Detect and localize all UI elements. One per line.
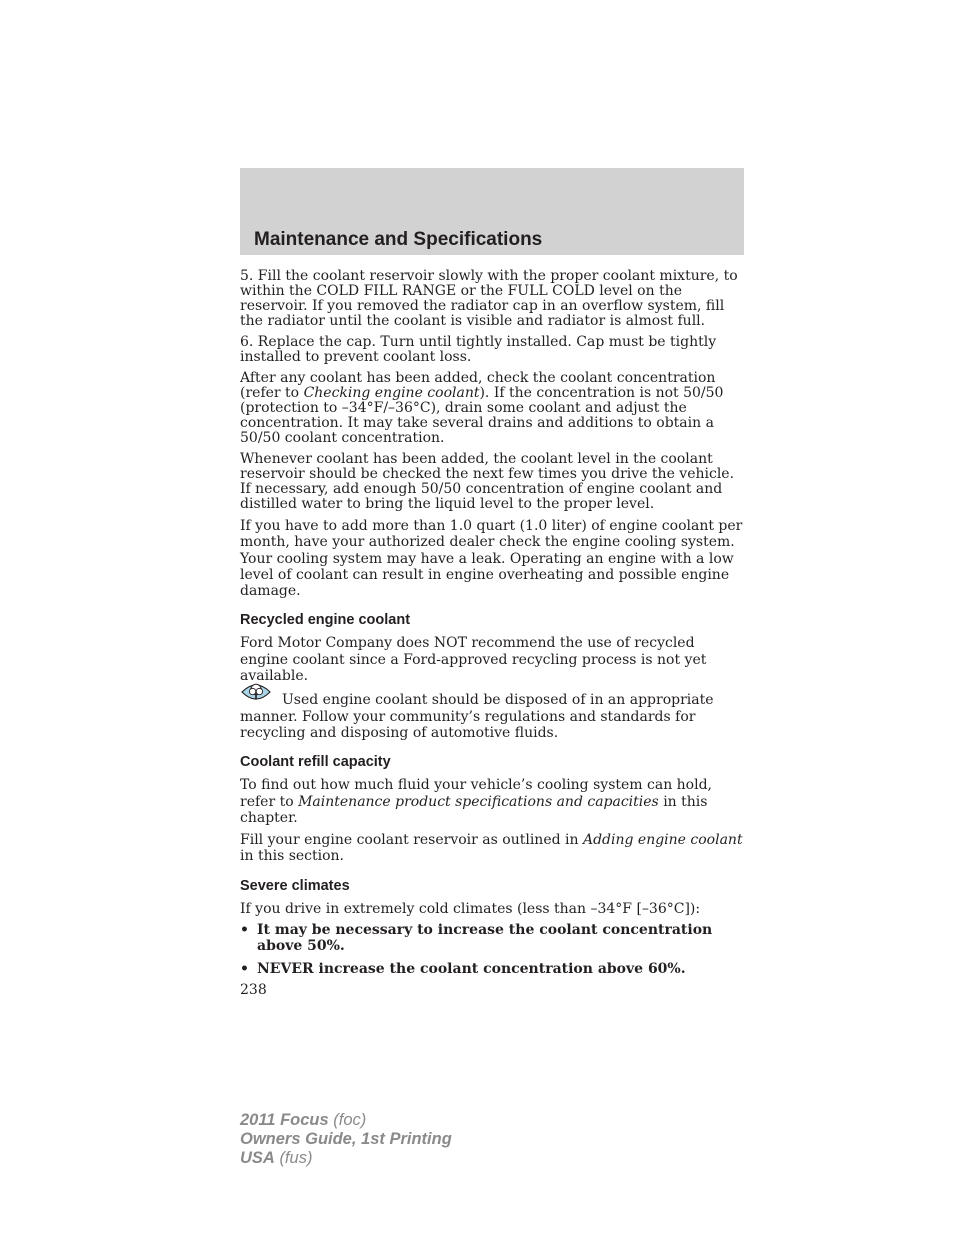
footer-model-line — [240, 1111, 452, 1130]
eco-note-text: Used engine coolant should be disposed of in an appropriate manner. Follow your community’s regulations and standards for recycling and disposing of automotive fluids. — [240, 692, 714, 741]
text-run: ). If the concentration is not 50/50 (protection to –34°F/–36°C), drain some coolant and adjust the concentration. It may take several drains and additions to obtain a 50/50 coolant concentration. — [240, 385, 724, 446]
heading-refill-capacity: Coolant refill capacity — [240, 754, 391, 771]
section-title: Maintenance and Specifications — [254, 229, 543, 250]
footer-model-code: (foc) — [333, 1111, 367, 1129]
paragraph-recycled: Ford Motor Company does NOT recommend the use of recycled engine coolant since a Ford-approved recycling process is not yet available. — [240, 635, 707, 685]
cross-reference: Maintenance product specifications and capacities — [298, 793, 659, 810]
paragraph-step-6: 6. Replace the cap. Turn until tightly installed. Cap must be tightly installed to prevent coolant loss. — [240, 334, 717, 365]
paragraph-capacity — [240, 777, 746, 826]
heading-recycled-coolant: Recycled engine coolant — [240, 612, 411, 629]
paragraph-concentration — [240, 371, 746, 446]
paragraph-coolant-loss: If you have to add more than 1.0 quart (1.0 liter) of engine coolant per month, have your authorized dealer check the engine cooling system. Your cooling system may have a leak. Operating an engine with a low level of coolant can result in engine overheating and possible engine damage. — [240, 518, 743, 600]
footer-model: 2011 Focus — [240, 1111, 329, 1129]
cross-reference: Checking engine coolant — [303, 385, 480, 401]
bullet-icon: • — [240, 961, 249, 978]
eco-note — [240, 692, 746, 741]
paragraph-check-level: Whenever coolant has been added, the coolant level in the coolant reservoir should be checked the next few times you drive the vehicle. If necessary, add enough 50/50 concentration of engine coolant and distilled water to bring the liquid level to the proper level. — [240, 451, 735, 512]
list-item-text: NEVER increase the coolant concentration above 60%. — [257, 961, 686, 978]
paragraph-step-5: 5. Fill the coolant reservoir slowly with the proper coolant mixture, to within the COLD FILL RANGE or the FULL COLD level on the reservoir. If you removed the radiator cap in an overflow system, fill the radiator until the coolant is visible and radiator is almost full. — [240, 268, 738, 329]
list-item-text: It may be necessary to increase the coolant concentration above 50%. — [257, 922, 713, 954]
text-run: Fill your engine coolant reservoir as outlined in — [240, 832, 583, 849]
bullet-icon: • — [240, 922, 249, 939]
footer-region-code: (fus) — [279, 1149, 313, 1167]
text-run: in this section. — [240, 848, 345, 865]
cross-reference: Adding engine coolant — [582, 832, 743, 849]
paragraph-cold-climates: If you drive in extremely cold climates (less than –34°F [–36°C]): — [240, 900, 701, 917]
page-number: 238 — [240, 981, 267, 998]
text-run: in this chapter. — [240, 793, 708, 826]
footer-region-line — [240, 1149, 452, 1168]
heading-severe-climates: Severe climates — [240, 877, 350, 894]
document-footer — [240, 1111, 452, 1168]
text-run: To find out how much fluid your vehicle’s cooling system can hold, refer to — [240, 777, 713, 810]
severe-climate-bullets — [240, 923, 746, 978]
footer-guide-line — [240, 1130, 452, 1149]
footer-guide: Owners Guide, 1st Printing — [240, 1130, 452, 1148]
eco-tree-icon — [240, 679, 272, 706]
list-item — [240, 962, 746, 978]
section-header-band — [240, 168, 744, 255]
list-item — [240, 923, 746, 954]
text-run: After any coolant has been added, check the coolant concentration (refer to — [240, 370, 716, 401]
paragraph-fill-reservoir — [240, 832, 746, 865]
footer-region: USA — [240, 1149, 275, 1167]
page-content — [240, 269, 746, 998]
